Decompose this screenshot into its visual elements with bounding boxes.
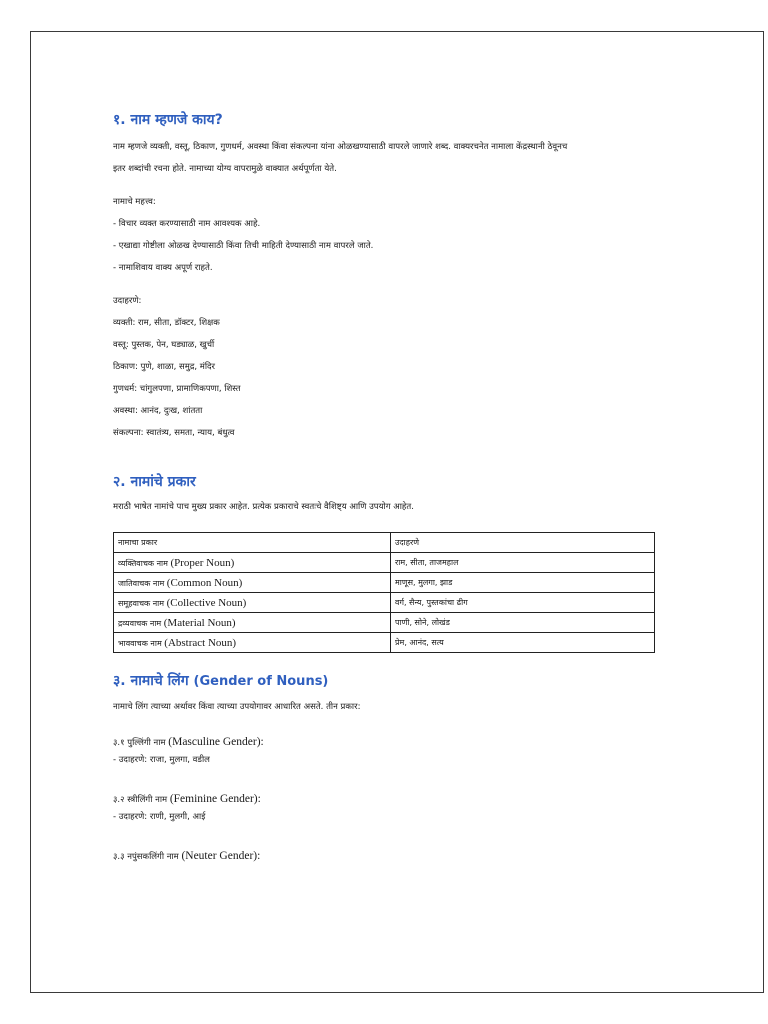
feminine-examples: - उदाहरणे: राणी, मुलगी, आई (113, 812, 206, 822)
document-page (30, 31, 764, 993)
noun-type-mr: समूहवाचक नाम (118, 598, 165, 608)
document-content (113, 110, 655, 865)
noun-type-cell (114, 573, 391, 593)
example-item: वस्तू: पुस्तक, पेन, घड्याळ, खुर्ची (113, 340, 215, 350)
noun-type-mr: व्यक्तिवाचक नाम (118, 558, 168, 568)
examples-cell: वर्ग, सैन्य, पुस्तकांचा ढीग (391, 593, 655, 613)
neuter-mr: ३.३ नपुंसकलिंगी नाम (113, 852, 179, 862)
section-1-intro-line-1: नाम म्हणजे व्यक्ती, वस्तू, ठिकाण, गुणधर्म, अवस्था किंवा संकल्पना यांना ओळखण्यासाठी वापरले जाणारे शब्द. वाक्यरचनेत नामाला केंद्रस्थानी ठेवूनच (113, 142, 568, 152)
neuter-en: (Neuter Gender): (181, 850, 261, 862)
example-item: व्यक्ती: राम, सीता, डॉक्टर, शिक्षक (113, 318, 220, 328)
noun-type-mr: द्रव्यवाचक नाम (118, 618, 162, 628)
feminine-heading (113, 791, 655, 808)
importance-title: नामाचे महत्त्व: (113, 197, 156, 207)
table-row (114, 573, 655, 593)
masculine-en: (Masculine Gender): (168, 736, 264, 748)
table-header-cell: उदाहरणे (391, 533, 655, 553)
section-1-intro-line-2: इतर शब्दांची रचना होते. नामाच्या योग्य वापरामुळे वाक्यात अर्थपूर्णता येते. (113, 164, 337, 174)
section-1-heading: १. नाम म्हणजे काय? (113, 112, 223, 128)
feminine-en: (Feminine Gender): (169, 793, 261, 805)
noun-type-mr: जातिवाचक नाम (118, 578, 165, 588)
masculine-heading (113, 734, 655, 751)
noun-types-table (113, 532, 655, 653)
noun-type-en: (Proper Noun) (170, 556, 235, 569)
noun-type-en: (Common Noun) (166, 576, 243, 589)
importance-item: - एखाद्या गोष्टीला ओळख देण्यासाठी किंवा तिची माहिती देण्यासाठी नाम वापरले जाते. (113, 241, 374, 251)
table-row (114, 593, 655, 613)
table-row (114, 613, 655, 633)
section-3-heading-mr: ३. नामाचे लिंग (113, 673, 189, 689)
examples-cell: राम, सीता, ताजमहाल (391, 553, 655, 573)
example-item: ठिकाण: पुणे, शाळा, समुद्र, मंदिर (113, 362, 216, 372)
importance-item: - नामाशिवाय वाक्य अपूर्ण राहते. (113, 263, 213, 273)
neuter-heading (113, 848, 655, 865)
table-header-row (114, 533, 655, 553)
table-row (114, 553, 655, 573)
table-header-cell: नामाचा प्रकार (114, 533, 391, 553)
example-item: अवस्था: आनंद, दुःख, शांतता (113, 406, 203, 416)
feminine-mr: ३.२ स्त्रीलिंगी नाम (113, 795, 168, 805)
table-row (114, 633, 655, 653)
section-2-intro: मराठी भाषेत नामांचे पाच मुख्य प्रकार आहेत. प्रत्येक प्रकाराचे स्वतःचे वैशिष्ट्य आणि उपयोग आहेत. (113, 502, 414, 512)
masculine-examples: - उदाहरणे: राजा, मुलगा, वडील (113, 755, 210, 765)
noun-type-cell (114, 593, 391, 613)
examples-cell: पाणी, सोने, लोखंड (391, 613, 655, 633)
noun-type-en: (Collective Noun) (166, 596, 247, 609)
section-2-heading: २. नामांचे प्रकार (113, 474, 196, 490)
section-3-heading (113, 671, 655, 692)
noun-type-mr: भाववाचक नाम (118, 638, 162, 648)
examples-title: उदाहरणे: (113, 296, 142, 306)
importance-item: - विचार व्यक्त करण्यासाठी नाम आवश्यक आहे. (113, 219, 261, 229)
examples-cell: माणूस, मुलगा, झाड (391, 573, 655, 593)
example-item: गुणधर्म: चांगुलपणा, प्रामाणिकपणा, शिस्त (113, 384, 241, 394)
example-item: संकल्पना: स्वातंत्र्य, समता, न्याय, बंधुत्व (113, 428, 235, 438)
noun-type-cell (114, 613, 391, 633)
noun-type-en: (Abstract Noun) (164, 636, 237, 649)
examples-cell: प्रेम, आनंद, सत्य (391, 633, 655, 653)
noun-type-en: (Material Noun) (163, 616, 236, 629)
noun-type-cell (114, 633, 391, 653)
section-3-intro: नामाचे लिंग त्याच्या अर्थावर किंवा त्याच्या उपयोगावर आधारित असते. तीन प्रकार: (113, 702, 361, 712)
noun-type-cell (114, 553, 391, 573)
section-3-heading-en: (Gender of Nouns) (193, 674, 329, 689)
masculine-mr: ३.१ पुल्लिंगी नाम (113, 738, 166, 748)
